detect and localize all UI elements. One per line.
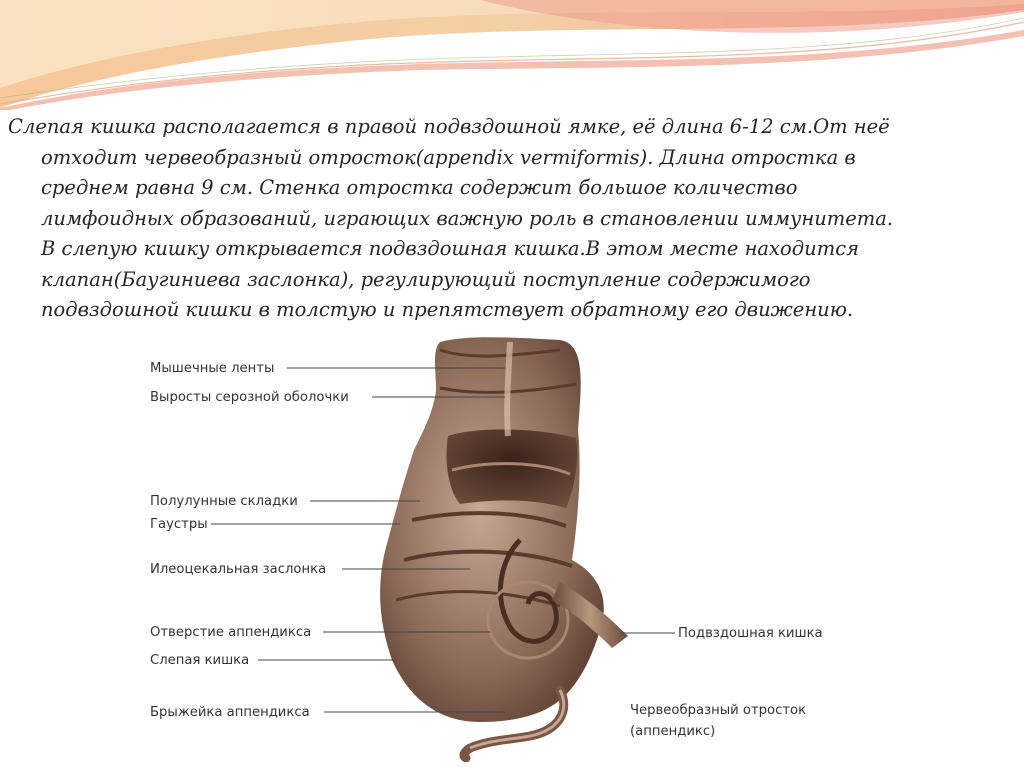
label-muscle-bands: Мышечные ленты — [150, 361, 275, 376]
colon-illustration — [380, 337, 628, 758]
cecum-anatomy-figure — [140, 332, 850, 762]
label-ileocecal-valve: Илеоцекальная заслонка — [150, 562, 327, 577]
paragraph-line: лимфоидных образований, играющих важную роль в становлении иммунитета. — [41, 206, 894, 230]
label-haustra: Гаустры — [150, 517, 208, 532]
paragraph-line: Слепая кишка располагается в правой подвздошной ямке, её длина 6-12 см.От неё — [8, 115, 890, 138]
paragraph-line: среднем равна 9 см. Стенка отростка содержит большое количество — [41, 176, 798, 199]
label-vermiform-appendix-sub: (аппендикс) — [630, 724, 716, 739]
label-cecum: Слепая кишка — [150, 653, 250, 668]
header-decoration — [0, 0, 1024, 110]
label-ileum: Подвздошная кишка — [678, 626, 823, 641]
label-serosa-outgrowths: Выросты серозной оболочки — [150, 390, 349, 405]
paragraph-line: В слепую кишку открывается подвздошная кишка.В этом месте находится — [41, 237, 860, 260]
paragraph-line: подвздошной кишки в толстую и препятствует обратному его движению. — [41, 298, 854, 321]
label-mesoappendix: Брыжейка аппендикса — [150, 705, 310, 720]
slide-paragraph — [8, 112, 1008, 326]
label-appendix-opening: Отверстие аппендикса — [150, 625, 312, 640]
paragraph-line: клапан(Баугиниева заслонка), регулирующий поступление содержимого — [41, 267, 811, 291]
paragraph-line: отходит червеобразный отросток(appendix vermiformis). Длина отростка в — [41, 145, 856, 169]
label-semilunar-folds: Полулунные складки — [150, 494, 298, 509]
label-vermiform-appendix: Червеобразный отросток — [630, 703, 807, 718]
